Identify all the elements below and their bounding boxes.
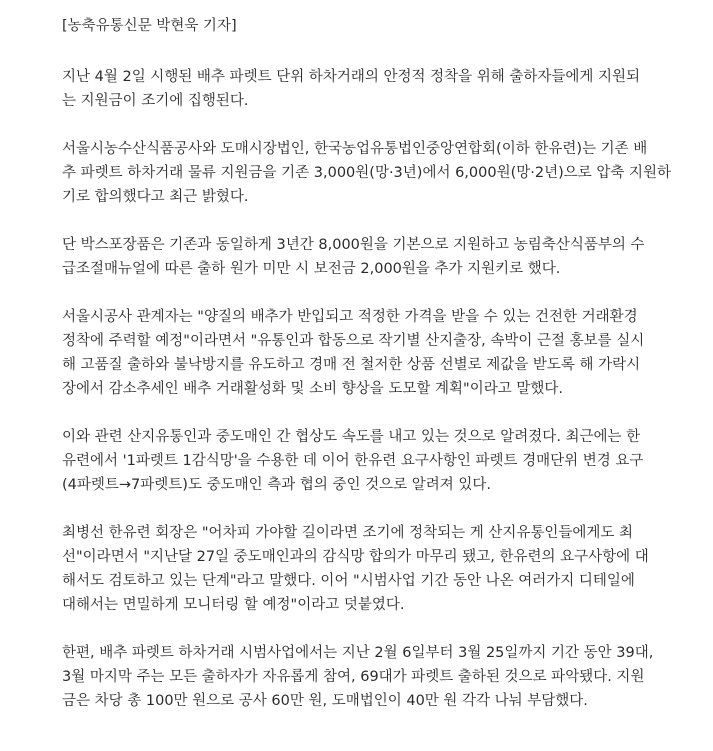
paragraph-line: 추 파렛트 하차거래 물류 지원금을 기존 3,000원(망·3년)에서 6,000원(망·2년)으로 압축 지원하 [62, 165, 672, 181]
article-paragraph-4 [62, 305, 713, 401]
paragraph-line: 장에서 감소추세인 배추 거래활성화 및 소비 향상을 도모할 계획"이라고 말했다. [62, 381, 563, 397]
paragraph-line: 서울시농수산식품공사와 도매시장법인, 한국농업유통법인중앙연합회(이하 한유련)는 기존 배 [62, 141, 648, 157]
paragraph-line: 유련에서 '1파렛트 1감식망'을 수용한 데 이어 한유련 요구사항인 파렛트 경매단위 변경 요구 [62, 453, 644, 469]
article-paragraph-6 [62, 521, 713, 617]
paragraph-line: 서울시공사 관계자는 "양질의 배추가 반입되고 적정한 가격을 받을 수 있는 건전한 거래환경 [62, 309, 638, 325]
paragraph-line: 3월 마지막 주는 모든 출하자가 자유롭게 참여, 69대가 파렛트 출하된 것으로 파악됐다. 지원 [62, 669, 645, 685]
paragraph-line: (4파렛트→7파렛트)도 중도매인 측과 협의 중인 것으로 알려져 있다. [62, 477, 491, 493]
article-paragraph-2 [62, 137, 713, 209]
paragraph-line: 단 박스포장품은 기존과 동일하게 3년간 8,000원을 기본으로 지원하고 농림축산식품부의 수 [62, 237, 645, 253]
article-paragraph-5 [62, 425, 713, 497]
article-paragraph-1 [62, 65, 713, 113]
paragraph-line: 이와 관련 산지유통인과 중도매인 간 협상도 속도를 내고 있는 것으로 알려졌다. 최근에는 한 [62, 429, 641, 445]
paragraph-line: 정착에 주력할 예정"이라면서 "유통인과 합동으로 작기별 산지출장, 속박이 근절 홍보를 실시 [62, 333, 645, 349]
paragraph-line: 선"이라면서 "지난달 27일 중도매인과의 감식망 합의가 마무리 됐고, 한유련의 요구사항에 대 [62, 549, 649, 565]
paragraph-line: 는 지원금이 조기에 집행된다. [62, 93, 249, 109]
paragraph-line: 급조절매뉴얼에 따른 출하 원가 미만 시 보전금 2,000원을 추가 지원키로 했다. [62, 261, 561, 277]
article-paragraph-3 [62, 233, 713, 281]
paragraph-line: 기로 합의했다고 최근 밝혔다. [62, 189, 249, 205]
paragraph-line: 지난 4월 2일 시행된 배추 파렛트 단위 하차거래의 안정적 정착을 위해 출하자들에게 지원되 [62, 69, 641, 85]
article-byline: [농축유통신문 박현욱 기자] [62, 18, 237, 34]
paragraph-line: 최병선 한유련 회장은 "어차피 가야할 길이라면 조기에 정착되는 게 산지유통인들에게도 최 [62, 525, 634, 541]
paragraph-line: 해 고품질 출하와 불낙방지를 유도하고 경매 전 철저한 상품 선별로 제값을 받도록 해 가락시 [62, 357, 641, 373]
article-paragraph-7 [62, 641, 713, 713]
paragraph-line: 금은 차당 총 100만 원으로 공사 60만 원, 도매법인이 40만 원 각각 나눠 부담했다. [62, 693, 588, 709]
paragraph-line: 대해서는 면밀하게 모니터링 할 예정"이라고 덧붙였다. [62, 597, 405, 613]
paragraph-line: 한편, 배추 파렛트 하차거래 시범사업에서는 지난 2월 6일부터 3월 25일까지 기간 동안 39대, [62, 645, 654, 661]
paragraph-line: 해서도 검토하고 있는 단계"라고 말했다. 이어 "시범사업 기간 동안 나온 여러가지 디테일에 [62, 573, 635, 589]
